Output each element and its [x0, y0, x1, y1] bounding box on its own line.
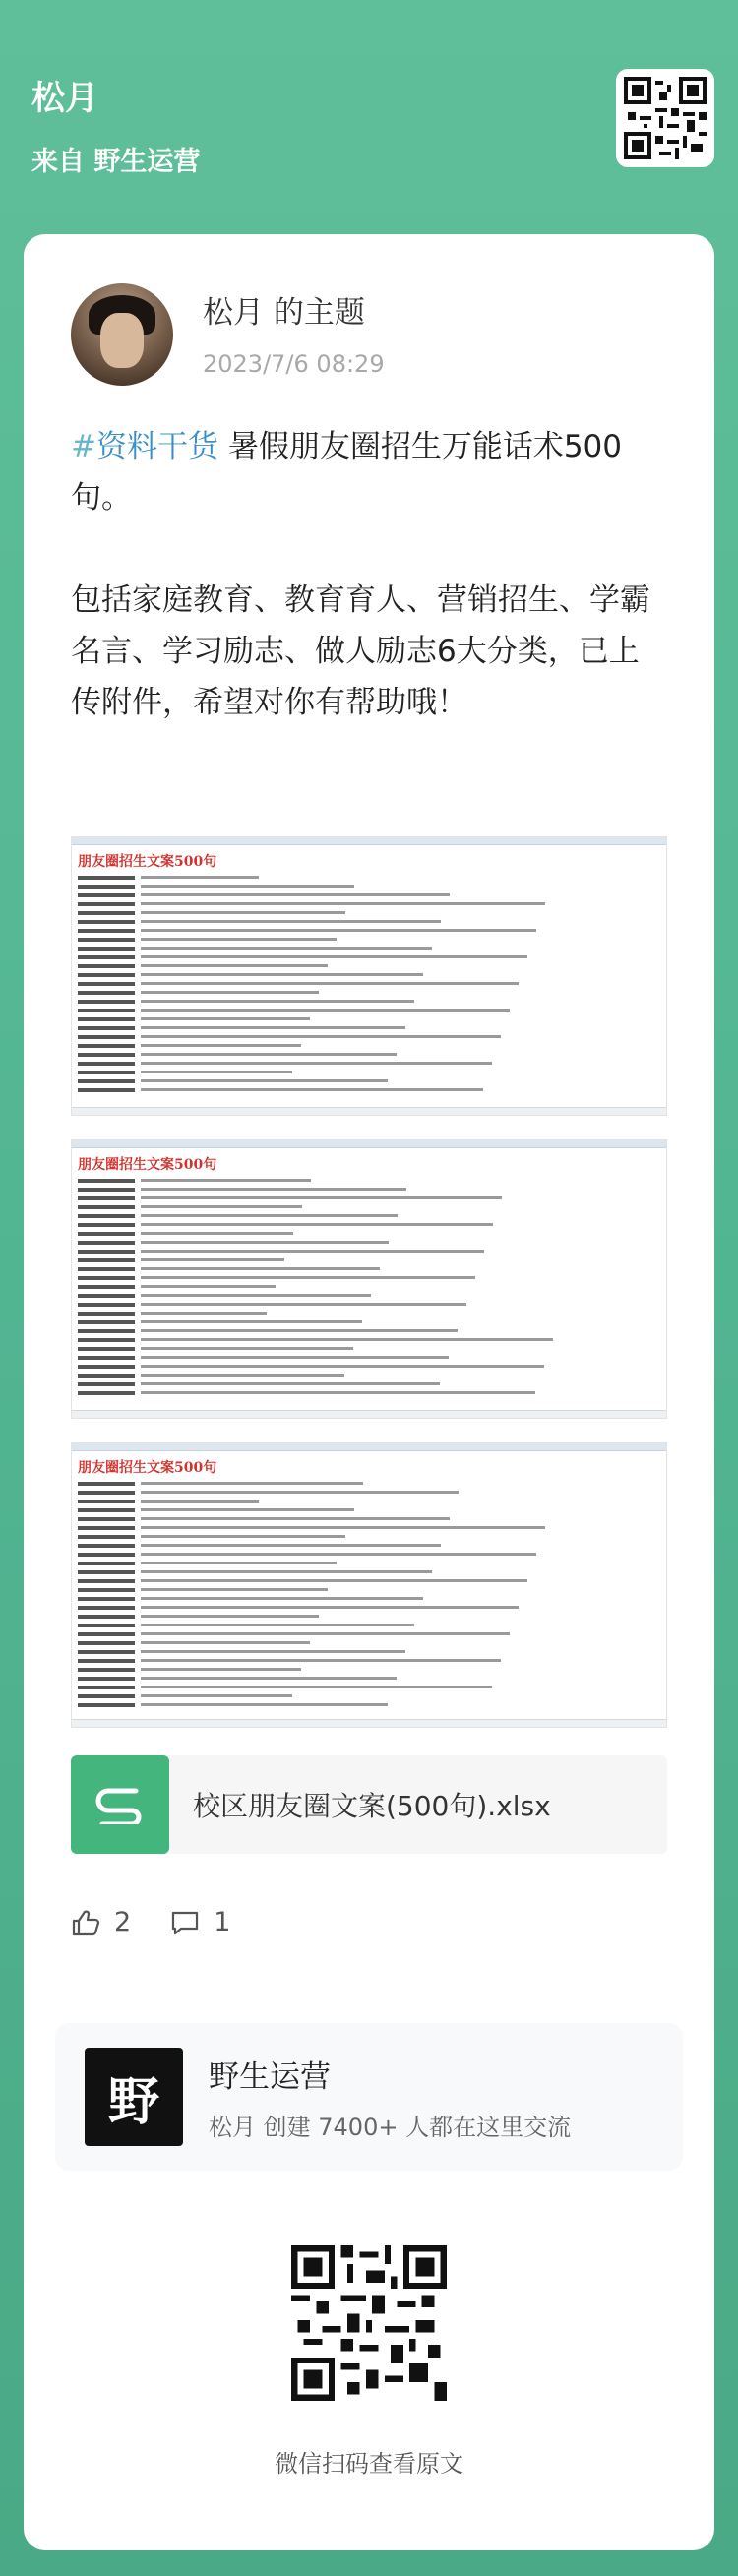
hash-symbol: # [71, 429, 96, 464]
sheet-title: 朋友圈招生文案500句 [78, 854, 217, 870]
sheet-row [78, 1256, 660, 1264]
sheet-row [78, 1023, 660, 1032]
bottom-qr-code[interactable] [291, 2245, 447, 2401]
sheet-row [78, 1371, 660, 1380]
sheet-row [78, 1532, 660, 1541]
sheet-row [78, 1202, 660, 1211]
sheet-preview-image[interactable] [71, 1442, 667, 1728]
sheet-row [78, 1068, 660, 1076]
sheet-row [78, 1085, 660, 1094]
sheet-row [78, 1621, 660, 1629]
topic-tag[interactable]: 资料干货 [95, 429, 218, 464]
sheet-row [78, 1176, 660, 1185]
sheet-row [78, 1612, 660, 1621]
sheet-row [78, 917, 660, 926]
sheet-row [78, 1541, 660, 1550]
sheet-row [78, 1344, 660, 1353]
sheet-row [78, 1014, 660, 1023]
sheet-row [78, 1638, 660, 1647]
sheet-row [78, 1032, 660, 1041]
sheet-row [78, 1211, 660, 1220]
sheet-row [78, 1559, 660, 1567]
sheet-row [78, 1326, 660, 1335]
sheet-row [78, 1059, 660, 1068]
sheet-row [78, 1576, 660, 1585]
sheet-row [78, 1238, 660, 1247]
sheet-row [78, 1185, 660, 1194]
sheet-row [78, 1291, 660, 1300]
author-row [71, 283, 385, 386]
sheet-row [78, 908, 660, 917]
sheet-row [78, 1353, 660, 1362]
group-subtitle: 松月 创建 7400+ 人都在这里交流 [209, 2114, 572, 2141]
sheet-row [78, 1683, 660, 1691]
top-header [31, 77, 200, 181]
sheet-row [78, 1282, 660, 1291]
post-paragraph: 包括家庭教育、教育育人、营销招生、学霸名言、学习励志、做人励志6大分类，已上传附件，希望对你有帮助哦！ [71, 583, 650, 720]
sheet-row [78, 882, 660, 890]
sheet-row [78, 1665, 660, 1674]
sheet-row [78, 1691, 660, 1700]
sheet-row [78, 1700, 660, 1709]
sheet-row [78, 1479, 660, 1488]
header-from [31, 144, 200, 181]
sheet-row [78, 979, 660, 988]
sheet-row [78, 1309, 660, 1318]
sheet-row [78, 1656, 660, 1665]
sheet-row [78, 1273, 660, 1282]
sheet-row [78, 899, 660, 908]
thumbs-up-icon [71, 1909, 100, 1936]
sheet-row [78, 1629, 660, 1638]
sheet-row [78, 1050, 660, 1059]
post-time: 2023/7/6 08:29 [203, 350, 385, 378]
header-name: 松月 [31, 79, 98, 118]
qr-caption: 微信扫码查看原文 [275, 2450, 463, 2478]
top-qr-code[interactable] [616, 69, 714, 167]
qr-code-icon [624, 77, 707, 159]
sheet-row [78, 1220, 660, 1229]
sheet-row [78, 1194, 660, 1202]
sheet-row [78, 935, 660, 944]
wps-sheet-icon [71, 1755, 169, 1854]
sheet-row [78, 1335, 660, 1344]
from-group: 野生运营 [93, 147, 201, 177]
sheet-row [78, 961, 660, 970]
sheet-row [78, 1514, 660, 1523]
sheet-row [78, 926, 660, 935]
sheet-row [78, 1388, 660, 1397]
post-title-text: 暑假朋友圈招生万能话术500句。 [71, 429, 623, 516]
comment-count: 1 [214, 1907, 231, 1937]
group-card[interactable] [55, 2023, 683, 2171]
sheet-row [78, 890, 660, 899]
sheet-row [78, 1041, 660, 1050]
sheet-row [78, 1380, 660, 1388]
group-name: 野生运营 [209, 2059, 331, 2095]
sheet-row [78, 1585, 660, 1594]
sheet-row [78, 997, 660, 1006]
sheet-row [78, 952, 660, 961]
sheet-row [78, 988, 660, 997]
from-prefix: 来自 [31, 147, 85, 177]
sheet-preview-image[interactable] [71, 836, 667, 1116]
author-meta [203, 291, 385, 378]
sheet-row [78, 1594, 660, 1603]
author-title: 松月 的主题 [203, 295, 365, 331]
sheet-row [78, 944, 660, 952]
sheet-row [78, 1550, 660, 1559]
sheet-title: 朋友圈招生文案500句 [78, 1460, 217, 1476]
sheet-row [78, 1229, 660, 1238]
group-logo [85, 2048, 183, 2146]
sheet-title: 朋友圈招生文案500句 [78, 1157, 217, 1173]
sheet-row [78, 873, 660, 882]
comment-button[interactable] [170, 1907, 230, 1937]
post-body [71, 421, 667, 779]
sheet-row [78, 1505, 660, 1514]
post-title [71, 421, 667, 523]
sheet-row [78, 1076, 660, 1085]
sheet-row [78, 1647, 660, 1656]
comment-icon [170, 1909, 200, 1936]
like-count: 2 [114, 1907, 132, 1937]
sheet-row [78, 1247, 660, 1256]
sheet-row [78, 1674, 660, 1683]
sheet-row [78, 1523, 660, 1532]
action-bar [71, 1907, 270, 1937]
attachment-file[interactable] [71, 1755, 667, 1854]
group-logo-char: 野 [107, 2071, 159, 2132]
sheet-preview-image[interactable] [71, 1139, 667, 1419]
like-button[interactable] [71, 1907, 131, 1937]
group-info [209, 2052, 571, 2142]
sheet-row [78, 1497, 660, 1505]
sheet-row [78, 1006, 660, 1014]
attachment-name: 校区朋友圈文案(500句).xlsx [193, 1790, 551, 1822]
sheet-row [78, 1603, 660, 1612]
sheet-row [78, 1567, 660, 1576]
sheet-row [78, 1264, 660, 1273]
avatar[interactable] [71, 283, 173, 386]
sheet-row [78, 970, 660, 979]
sheet-row [78, 1300, 660, 1309]
sheet-row [78, 1488, 660, 1497]
sheet-row [78, 1318, 660, 1326]
qr-code-icon [291, 2245, 447, 2401]
sheet-row [78, 1362, 660, 1371]
post-card [24, 234, 714, 2550]
